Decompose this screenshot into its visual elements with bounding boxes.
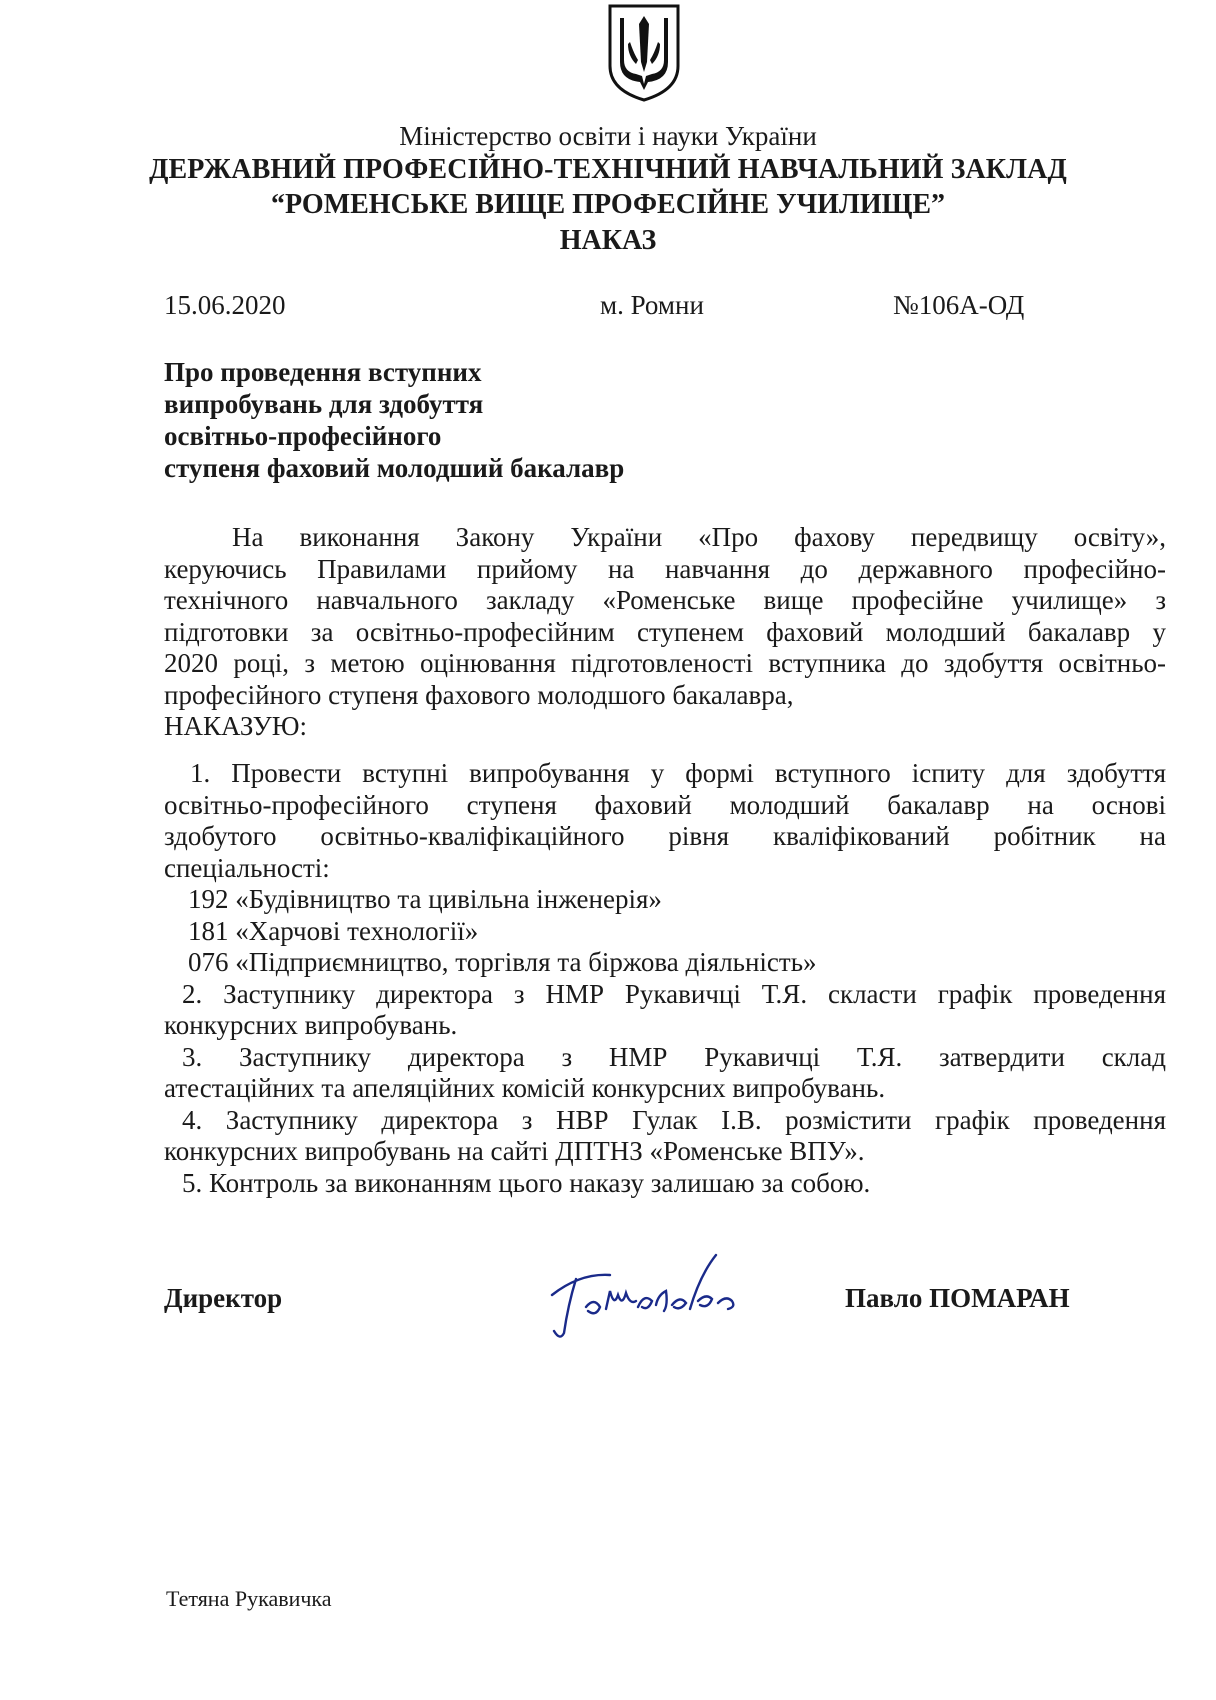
item-2-line: конкурсних випробувань. [164,1010,458,1040]
order-number: №106А-ОД [893,290,1025,320]
order-word: НАКАЗУЮ: [164,711,308,741]
order-items [164,758,1166,1199]
specialty-item: 076 «Підприємництво, торгівля та біржова діяльність» [188,947,817,977]
order-date: 15.06.2020 [164,290,286,320]
order-subject [164,356,624,484]
preamble-line: На виконання Закону України «Про фахову передвищу освіту», [232,522,1166,552]
subject-line: ступеня фаховий молодший бакалавр [164,453,625,483]
item-1-line: спеціальності: [164,852,330,883]
subject-line: освітньо-професійного [164,421,442,451]
item-1-line: освітньо-професійного ступеня фаховий молодший бакалавр на основі [164,789,1166,820]
document-type-title: НАКАЗ [559,225,657,256]
preamble-line: технічного навчального закладу «Роменське вище професійне училище» з [164,585,1166,615]
ministry-name: Міністерство освіти і науки України [399,121,817,151]
institution-name-line2: “РОМЕНСЬКЕ ВИЩЕ ПРОФЕСІЙНЕ УЧИЛИЩЕ” [270,189,946,220]
signatory-title: Директор [164,1283,283,1313]
item-3-line: атестаційних та апеляційних комісій конкурсних випробувань. [164,1073,886,1103]
order-city: м. Ромни [600,290,704,320]
item-5-line: 5. Контроль за виконанням цього наказу залишаю за собою. [182,1167,871,1198]
handwritten-signature [540,1245,780,1340]
trident-coat-of-arms-icon [606,2,682,104]
specialty-item: 181 «Харчові технології» [188,915,479,946]
specialty-item: 192 «Будівництво та цивільна інженерія» [188,884,662,914]
item-1-line: 1. Провести вступні випробування у формі вступного іспиту для здобуття [190,758,1166,788]
subject-line: Про проведення вступних [164,357,482,387]
item-3-line: 3. Заступнику директора з НМР Рукавичці Т.Я. затвердити склад [182,1041,1166,1072]
preamble-line: професійного ступеня фахового молодшого бакалавра, [164,679,794,710]
institution-name-line1: ДЕРЖАВНИЙ ПРОФЕСІЙНО-ТЕХНІЧНИЙ НАВЧАЛЬНИЙ ЗАКЛАД [149,154,1067,185]
preamble-line: підготовки за освітньо-професійним ступенем фаховий молодший бакалавр у [164,616,1166,647]
preamble-line: керуючись Правилами прийому на навчання до державного професійно- [164,553,1166,584]
item-4-line: конкурсних випробувань на сайті ДПТНЗ «Роменське ВПУ». [164,1136,865,1166]
document-author: Тетяна Рукавичка [166,1586,332,1611]
preamble-line: 2020 році, з метою оцінювання підготовленості вступника до здобуття освітньо- [164,648,1166,678]
item-2-line: 2. Заступнику директора з НМР Рукавичці Т.Я. скласти графік проведення [182,978,1166,1009]
signatory-name: Павло ПОМАРАН [845,1283,1070,1313]
item-1-line: здобутого освітньо-кваліфікаційного рівня кваліфікований робітник на [164,821,1166,851]
preamble-paragraph [164,522,1166,743]
item-4-line: 4. Заступнику директора з НВР Гулак І.В. розмістити графік проведення [182,1104,1166,1135]
subject-line: випробувань для здобуття [164,389,484,419]
